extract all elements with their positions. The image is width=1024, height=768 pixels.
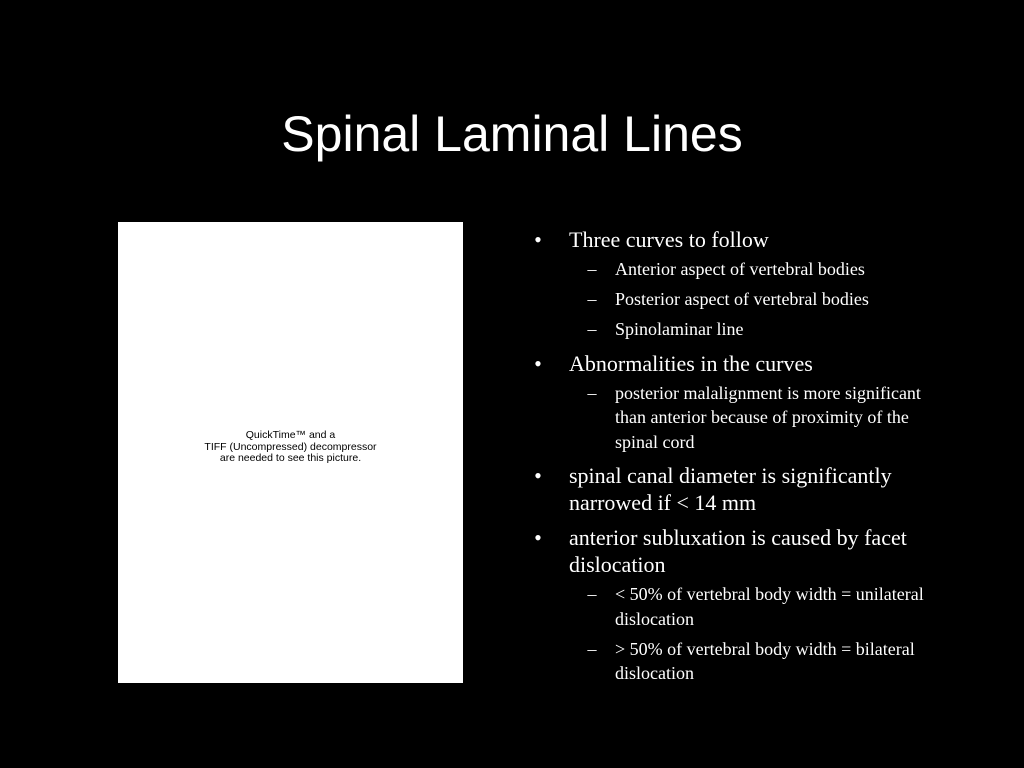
bullet-text: anterior subluxation is caused by facet dislocation: [569, 525, 907, 577]
sub-bullet-marker: –: [587, 259, 597, 279]
sub-bullet-marker: –: [587, 584, 597, 604]
bullet-text: spinal canal diameter is significantly narrowed if < 14 mm: [569, 463, 892, 515]
sub-bullet-marker: –: [587, 319, 597, 339]
sub-bullet-list: [569, 582, 951, 686]
placeholder-line: QuickTime™ and a: [245, 429, 336, 441]
image-placeholder: [118, 222, 463, 683]
sub-bullet-list: [569, 257, 951, 342]
sub-bullet-text: Posterior aspect of vertebral bodies: [615, 289, 869, 309]
sub-bullet-text: > 50% of vertebral body width = bilateral dislocation: [615, 638, 915, 683]
sub-bullet-item: [569, 637, 951, 686]
bullet-marker: •: [534, 525, 542, 550]
quicktime-placeholder-message: [118, 430, 463, 465]
bullet-text: Three curves to follow: [569, 227, 769, 252]
bullet-item: [531, 524, 951, 686]
bullet-marker: •: [534, 463, 542, 488]
slide-title: Spinal Laminal Lines: [281, 106, 743, 162]
sub-bullet-marker: –: [587, 638, 597, 659]
sub-bullet-item: [569, 582, 951, 631]
sub-bullet-list: [569, 381, 951, 455]
bullet-item: [531, 462, 951, 516]
bullet-list: [531, 226, 951, 686]
placeholder-line: TIFF (Uncompressed) decompressor: [204, 440, 377, 453]
bullet-item: [531, 226, 951, 342]
bullet-marker: •: [534, 227, 542, 252]
sub-bullet-marker: –: [587, 382, 597, 403]
placeholder-line: are needed to see this picture.: [219, 452, 362, 464]
sub-bullet-item: [569, 257, 951, 282]
sub-bullet-item: [569, 287, 951, 312]
sub-bullet-text: posterior malalignment is more significant than anterior because of proximity of the spinal cord: [615, 382, 921, 452]
sub-bullet-text: Anterior aspect of vertebral bodies: [615, 259, 865, 279]
bullet-item: [531, 350, 951, 455]
sub-bullet-item: [569, 381, 951, 455]
sub-bullet-marker: –: [587, 289, 597, 309]
bullet-text: Abnormalities in the curves: [569, 350, 813, 376]
bullet-marker: •: [534, 350, 542, 376]
sub-bullet-text: Spinolaminar line: [615, 319, 744, 339]
sub-bullet-item: [569, 317, 951, 342]
sub-bullet-text: < 50% of vertebral body width = unilateral dislocation: [615, 584, 924, 629]
